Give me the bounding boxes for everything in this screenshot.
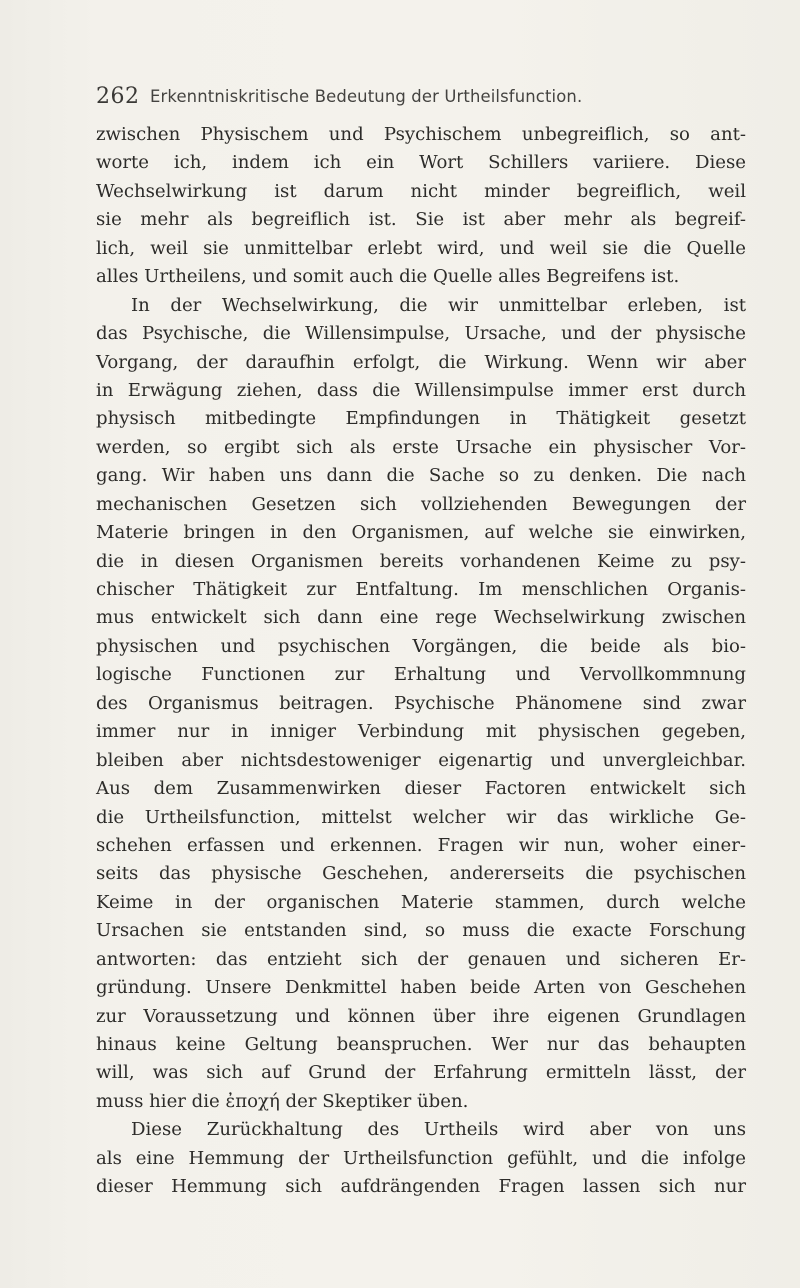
- text-line: die Urtheilsfunction, mittelst welcher wir das wirkliche Ge-: [96, 806, 746, 828]
- text-line: chischer Thätigkeit zur Entfaltung. Im menschlichen Organis-: [96, 579, 746, 600]
- text-line: das Psychische, die Willensimpulse, Ursache, und der physische: [96, 323, 746, 345]
- text-line: in Erwägung ziehen, dass die Willensimpulse immer erst durch: [96, 379, 746, 401]
- text-line: logische Functionen zur Erhaltung und Vervollkommnung: [96, 664, 746, 686]
- text-line: werden, so ergibt sich als erste Ursache ein physischer Vor-: [96, 436, 746, 458]
- text-line: zur Voraussetzung und können über ihre eigenen Grundlagen: [96, 1005, 746, 1027]
- text-line: Materie bringen in den Organismen, auf welche sie einwirken,: [96, 522, 746, 544]
- text-line: als eine Hemmung der Urtheilsfunction gefühlt, und die infolge: [96, 1147, 746, 1169]
- text-line: sie mehr als begreiflich ist. Sie ist aber mehr als begreif-: [96, 209, 746, 231]
- text-line: will, was sich auf Grund der Erfahrung ermitteln lässt, der: [96, 1062, 746, 1084]
- text-line: bleiben aber nichtsdestoweniger eigenartig und unvergleichbar.: [96, 749, 746, 771]
- text-line: Wechselwirkung ist darum nicht minder begreiflich, weil: [96, 180, 746, 202]
- text-line: hinaus keine Geltung beanspruchen. Wer nur das behaupten: [96, 1034, 746, 1055]
- body-text: [96, 121, 746, 1202]
- page-header: [96, 82, 746, 114]
- text-line: gründung. Unsere Denkmittel haben beide Arten von Geschehen: [96, 977, 746, 999]
- text-line: die in diesen Organismen bereits vorhandenen Keime zu psy-: [96, 550, 746, 572]
- text-line: Ursachen sie entstanden sind, so muss die exacte Forschung: [96, 920, 746, 942]
- text-line: physisch mitbedingte Empfindungen in Thätigkeit gesetzt: [96, 408, 746, 430]
- page-number: 262: [96, 84, 140, 109]
- text-line: alles Urtheilens, und somit auch die Quelle alles Begreifens ist.: [96, 266, 680, 288]
- text-line: Diese Zurückhaltung des Urtheils wird aber von uns: [131, 1119, 746, 1141]
- text-line: Aus dem Zusammenwirken dieser Factoren entwickelt sich: [96, 778, 746, 800]
- text-line: Vorgang, der daraufhin erfolgt, die Wirkung. Wenn wir aber: [96, 351, 746, 373]
- text-line: mechanischen Gesetzen sich vollziehenden Bewegungen der: [96, 493, 746, 515]
- text-line: immer nur in inniger Verbindung mit physischen gegeben,: [96, 721, 746, 743]
- text-line: des Organismus beitragen. Psychische Phänomene sind zwar: [96, 692, 746, 714]
- text-line: worte ich, indem ich ein Wort Schillers variiere. Diese: [96, 152, 746, 174]
- text-line: Keime in der organischen Materie stammen, durch welche: [96, 891, 746, 913]
- running-title: Erkenntniskritische Bedeutung der Urtheilsfunction.: [150, 87, 583, 106]
- text-line: seits das physische Geschehen, andererseits die psychischen: [96, 863, 746, 885]
- text-line: lich, weil sie unmittelbar erlebt wird, und weil sie die Quelle: [96, 237, 746, 259]
- text-line: antworten: das entzieht sich der genauen und sicheren Er-: [96, 948, 746, 970]
- text-line: physischen und psychischen Vorgängen, die beide als bio-: [96, 635, 746, 657]
- text-line: dieser Hemmung sich aufdrängenden Fragen lassen sich nur: [96, 1176, 746, 1198]
- text-line: schehen erfassen und erkennen. Fragen wir nun, woher einer-: [96, 834, 746, 856]
- text-line: mus entwickelt sich dann eine rege Wechselwirkung zwischen: [96, 607, 746, 629]
- text-line: gang. Wir haben uns dann die Sache so zu denken. Die nach: [96, 465, 746, 487]
- text-line: muss hier die ἐποχή der Skeptiker üben.: [96, 1090, 469, 1112]
- text-line: In der Wechselwirkung, die wir unmittelbar erleben, ist: [131, 294, 746, 316]
- text-line: zwischen Physischem und Psychischem unbegreiflich, so ant-: [96, 124, 746, 145]
